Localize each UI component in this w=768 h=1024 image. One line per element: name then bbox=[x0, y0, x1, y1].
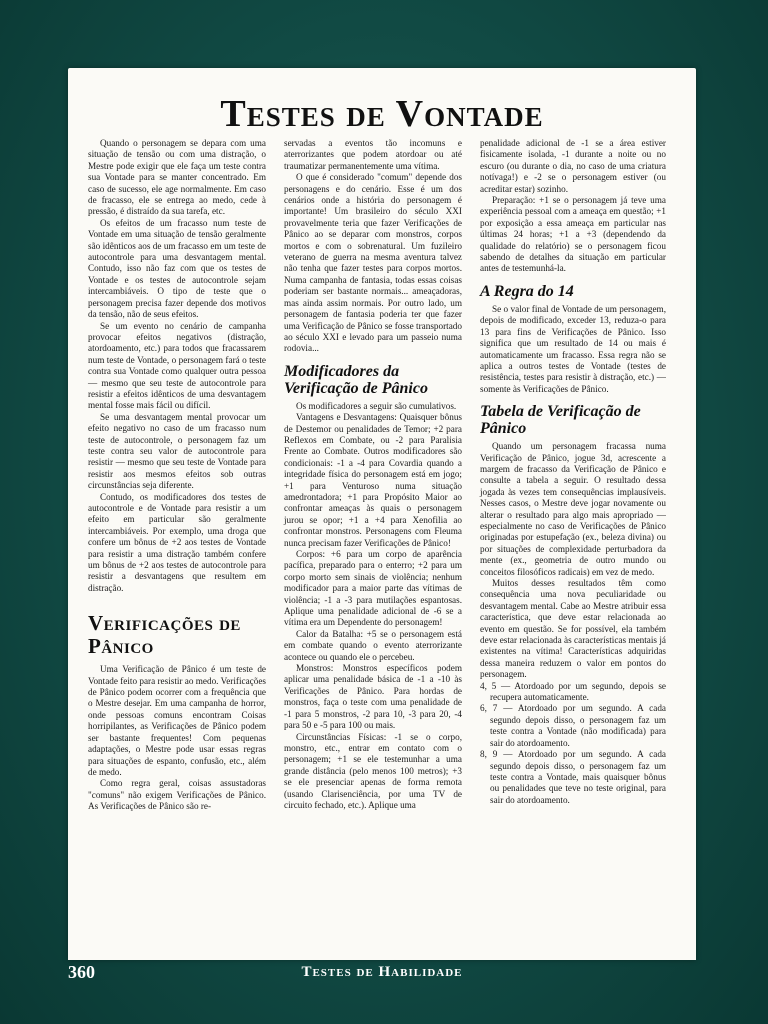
column-2 bbox=[284, 138, 462, 811]
paragraph: Uma Verificação de Pânico é um teste de Vontade feito para resistir ao medo. Verificações de Pânico podem ocorrer com a frequência que o Mestre desejar. Em uma campanha de horror, onde pessoas comuns encontram Coisas horripilantes, as Verificações de Pânico podem ser bastante frequentes! Com pequenas adaptações, o Mestre pode usar essas regras para situações de espanto, confusão, etc., além de medo. bbox=[88, 664, 266, 777]
paragraph: Monstros: Monstros específicos podem aplicar uma penalidade básica de -1 a -10 às Verificações de Pânico. Para hordas de monstros, faça o teste com uma penalidade de -1 para 5 monstros, -2 para 10, -3 para 20, -4 para 50 e -5 para 100 ou mais. bbox=[284, 663, 462, 731]
paragraph: Se um evento no cenário de campanha provocar efeitos negativos (distração, atordoamento, etc.) para todos que fracassarem num teste de Vontade, o personagem fará o teste contra sua Vontade como qualquer outra pessoa — mesmo que seu teste de autocontrole para resistir a efeitos idênticos de uma desvantagem mental fosse mais fácil ou difícil. bbox=[88, 320, 266, 411]
paragraph: servadas a eventos tão incomuns e aterrorizantes que podem atordoar ou até traumatizar permanentemente uma vítima. bbox=[284, 138, 462, 171]
list-item: 8, 9 — Atordoado por um segundo. A cada segundo depois disso, o personagem faz um teste contra a Vontade, mais quaisquer bônus ou penalidades que teve no teste original, para sair do atordoamento. bbox=[480, 749, 666, 805]
paragraph: Quando o personagem se depara com uma situação de tensão ou com uma distração, o Mestre pode exigir que ele faça um teste contra sua Vontade para se manter concentrado. Em caso de sucesso, ele age normalmente. Em caso de fracasso, ele se entrega ao medo, cede à pressão, é distraído da sua tarefa, etc. bbox=[88, 138, 266, 217]
paragraph: Circunstâncias Físicas: -1 se o corpo, monstro, etc., entrar em contato com o personagem; +1 se ele testemunhar a uma grande distância (pelo menos 100 metros); +3 se ele presenciar apenas de forma remota (usando Clarisenciência, por uma TV de circuito fechado, etc.). Aplique uma bbox=[284, 731, 462, 810]
paragraph: Como regra geral, coisas assustadoras "comuns" não exigem Verificações de Pânico. As Verificações de Pânico são re- bbox=[88, 778, 266, 812]
paragraph: Muitos desses resultados têm como consequência uma nova peculiaridade ou desvantagem mental. Cabe ao Mestre atribuir essa característica, que deve estar relacionada ao evento em questão. Se for possível, ela também deve estar relacionada às características mentais já existentes na vítima! Características adquiridas dessa maneira reduzem o valor em pontos do personagem. bbox=[480, 578, 666, 680]
paragraph: Contudo, os modificadores dos testes de autocontrole e de Vontade para resistir a um efeito em particular são geralmente intercambiáveis. Por exemplo, uma droga que confere um bônus de +2 aos testes de Vontade para resistir a uma distração também confere um bônus de +2 aos testes de autocontrole para resistir a desvantagens que resultem em distração. bbox=[88, 491, 266, 593]
paragraph: Se uma desvantagem mental provocar um efeito negativo no caso de um fracasso num teste de autocontrole, o personagem faz um teste contra seu valor de autocontrole para resistir — mesmo que seu teste de Vontade para resistir aos mesmos efeitos sob outras circunstâncias seja diferente. bbox=[88, 411, 266, 491]
paragraph: penalidade adicional de -1 se a área estiver fisicamente isolada, -1 durante a noite ou no escuro (ou durante o dia, no caso de uma criatura notívaga!) e -2 se o personagem estiver (ou acreditar estar) sozinho. bbox=[480, 138, 666, 194]
paragraph: Se o valor final de Vontade de um personagem, depois de modificado, exceder 13, reduza-o para 13 para fins de Verificações de Pânico. Isso significa que um resultado de 14 ou mais é automaticamente um fracasso. Essa regra não se aplica a outros testes de Vontade (testes de resistência, testes para resistir à distração, etc.) — somente às Verificações de Pânico. bbox=[480, 303, 666, 394]
paragraph: Os efeitos de um fracasso num teste de Vontade em uma situação de tensão geralmente são idênticos aos de um fracasso em um teste de autocontrole para uma desvantagem mental. Contudo, isso não faz com que os testes de Vontade e os testes de autocontrole sejam intercambiáveis. O tipo de teste que o personagem precisa fazer depende dos motivos da tensão, não de seus efeitos. bbox=[88, 217, 266, 320]
page-footer bbox=[68, 960, 696, 986]
list-item: 6, 7 — Atordoado por um segundo. A cada segundo depois disso, o personagem faz um teste contra a Vontade (não modificada) para sair do atordoamento. bbox=[480, 703, 666, 748]
paragraph: Preparação: +1 se o personagem já teve uma experiência pessoal com a ameaça em questão; +1 por exposição a essa ameaça em particular nas últimas 24 horas; +1 a +3 (dependendo da qualidade do relatório) se o personagem ficou sabendo de detalhes da situação em particular antes de testemunhá-la. bbox=[480, 195, 666, 274]
chapter-title: Testes de Habilidade bbox=[301, 964, 463, 980]
subsection-heading: Modificadores da Verificação de Pânico bbox=[284, 362, 428, 397]
subsection-heading: A Regra do 14 bbox=[480, 282, 574, 300]
book-page bbox=[68, 68, 696, 960]
paragraph: Quando um personagem fracassa numa Verificação de Pânico, jogue 3d, acrescente a margem de fracasso da Verificação de Pânico e consulte a tabela a seguir. O resultado dessa jogada às vezes tem consequências implausíveis. Nesses casos, o Mestre deve jogar novamente ou alterar o resultado para algo mais apropriado — especialmente no caso de Verificações de Pânico originadas por estupefação (ex., beleza divina) ou por situações de complexidade perturbadora da mente (ex., geometria de outro mundo ou conceitos filosóficos radicais) em vez de medo. bbox=[480, 441, 666, 577]
paragraph: Calor da Batalha: +5 se o personagem está em combate quando o evento aterrorizante acontece ou quando ele o percebeu. bbox=[284, 628, 462, 662]
column-3 bbox=[480, 138, 666, 806]
page-number: 360 bbox=[68, 962, 95, 982]
page-title: Testes de Vontade bbox=[220, 93, 544, 135]
paragraph: Corpos: +6 para um corpo de aparência pacífica, preparado para o enterro; +2 para um corpo morto sem sinais de violência; nenhum modificador para a maior parte das vítimas de violência; -1 a -3 para mutilações espantosas. Aplique uma penalidade adicional de -6 se a vítima era um Dependente do personagem! bbox=[284, 549, 462, 628]
subsection-heading: Tabela de Verificação de Pânico bbox=[480, 403, 641, 438]
paragraph: O que é considerado "comum" depende dos personagens e do cenário. Esse é um dos cenários onde a história do personagem é importante! Um brasileiro do século XXI provavelmente teria que fazer Verificações de Pânico ao se deparar com monstros, corpos mortos e com o sobrenatural. Um fuzileiro veterano de guerra na mesma aventura talvez não tenha que fazer testes para corpos mortos. Numa campanha de fantasia, todas essas coisas poderiam ser bastante normais... ameaçadoras, mas ainda assim normais. Por outro lado, um personagem de fantasia poderia ter que fazer uma Verificação de Pânico se fosse transportado ao século XXI e levado para um passeio numa rodovia... bbox=[284, 172, 462, 354]
paragraph: Os modificadores a seguir são cumulativos. bbox=[296, 400, 457, 411]
section-heading: Verificações de Pânico bbox=[88, 611, 241, 659]
list-item: 4, 5 — Atordoado por um segundo, depois se recupera automaticamente. bbox=[480, 680, 666, 703]
paragraph: Vantagens e Desvantagens: Quaisquer bônus de Destemor ou penalidades de Temor; +2 para Reflexos em Combate, ou -2 para Paralisia Frente ao Combate. Outros modificadores são condicionais: -1 a -4 para Covardia quando a integridade física do personagem está em jogo; +1 para Venturoso numa situação amedrontadora; +1 para Propósito Maior ao confrontar ameaças às quais o personagem jurou se opor; +1 a +4 para Xenofilia ao confrontar monstros. Personagens com Fleuma nunca precisam fazer Verificações de Pânico! bbox=[284, 412, 462, 548]
column-1 bbox=[88, 138, 266, 813]
